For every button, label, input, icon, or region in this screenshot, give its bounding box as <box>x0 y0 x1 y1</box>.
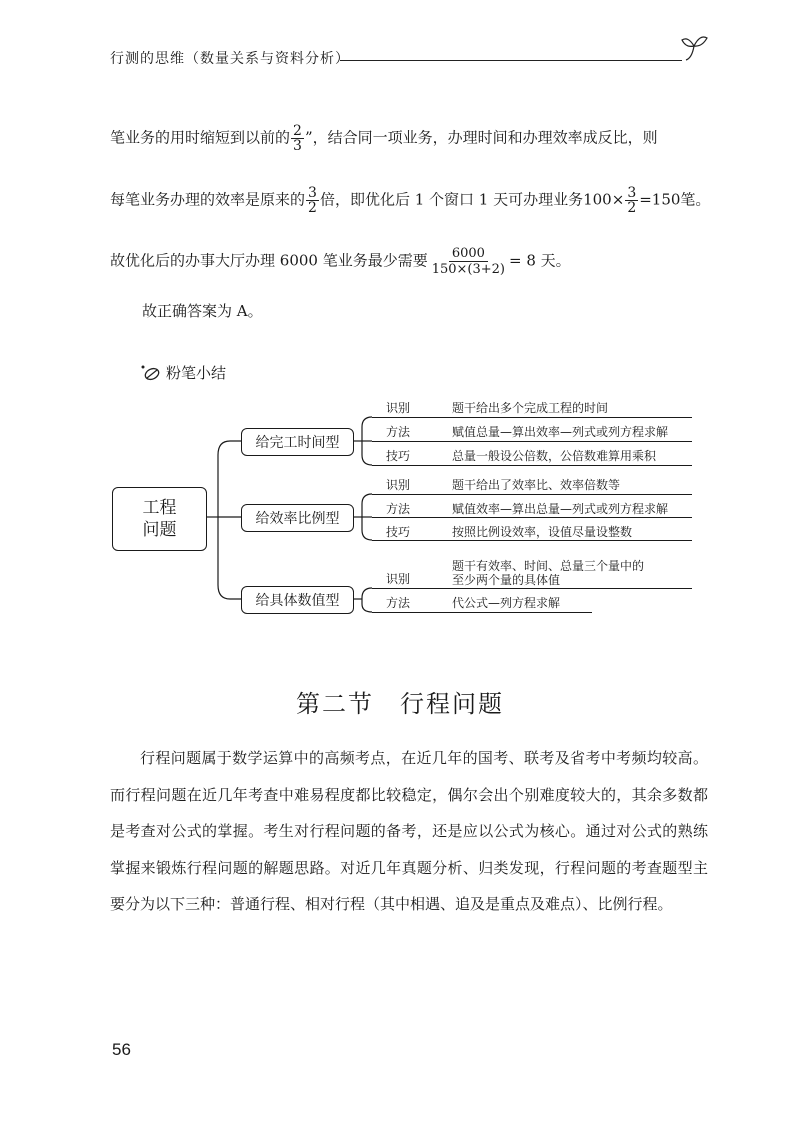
row-key: 方法 <box>386 596 411 610</box>
row-value: 题干给出多个完成工程的时间 <box>452 401 609 415</box>
row-value: 赋值效率—算出总量—列式或列方程求解 <box>452 502 669 516</box>
section-title: 第二节 行程问题 <box>296 690 504 718</box>
row-value: 至少两个量的具体值 <box>452 573 561 587</box>
row-value: 代公式—列方程求解 <box>452 596 561 610</box>
row-rule <box>372 612 592 613</box>
row-key: 技巧 <box>386 525 411 539</box>
solution-line-2: 每笔业务办理的效率是原来的 $\frac{3}{2}$ 倍，即优化后 1 个窗口 1 天可办理业务100× $\frac{3}{2}$ =150笔。 <box>110 185 711 216</box>
row-value: 按照比例设效率，设值尽量设整数 <box>452 525 633 539</box>
row-rule <box>372 588 692 589</box>
row-key: 方法 <box>386 425 411 439</box>
branch-completion-time: 给完工时间型 <box>241 428 354 456</box>
fraction: $\frac{3}{2}$ <box>627 185 637 216</box>
fraction: $\frac{6000}{150\times(3+2)}$ <box>431 246 506 277</box>
row-rule <box>372 417 692 418</box>
row-value: 总量一般设公倍数，公倍数难算用乘积 <box>452 449 657 463</box>
section-paragraph: 行程问题属于数学运算中的高频考点，在近几年的国考、联考及省考中考频均较高。而行程问题在近几年考查中难易程度都比较稳定，偶尔会出个别难度较大的，其余多数都是考查对公式的掌握。考生对行程问题的备考，还是应以公式为核心。通过对公式的熟练掌握来锻炼行程问题的解题思路。对近几年真题分析、归类发现，行程问题的考查题型主要分为以下三种：普通行程、相对行程（其中相遇、追及是重点及难点）、比例行程。 <box>110 749 708 913</box>
solution-line-3: 故优化后的办事大厅办理 6000 笔业务最少需要 $\frac{6000}{150\times(3+2)}$ = 8 天。 <box>110 246 571 277</box>
row-rule <box>372 465 692 466</box>
summary-title: 粉笔小结 <box>166 364 227 382</box>
row-value: 题干给出了效率比、效率倍数等 <box>452 478 621 492</box>
row-rule <box>372 441 692 442</box>
row-rule <box>372 540 692 541</box>
row-key: 技巧 <box>386 449 411 463</box>
row-value: 赋值总量—算出效率—列式或列方程求解 <box>452 425 669 439</box>
branch-efficiency-ratio: 给效率比例型 <box>241 504 354 532</box>
fraction: $\frac{3}{2}$ <box>308 185 317 216</box>
answer-line: 故正确答案为 A。 <box>142 302 263 320</box>
row-value: 题干有效率、时间、总量三个量中的 <box>452 559 645 573</box>
running-header: 行测的思维（数量关系与资料分析） <box>110 51 350 67</box>
mindmap-root: 工程问题 <box>112 487 207 551</box>
fraction: $\frac{2}{3}$ <box>293 123 302 154</box>
row-rule <box>372 517 692 518</box>
row-key: 识别 <box>386 478 411 492</box>
row-key: 识别 <box>386 401 411 415</box>
page-number: 56 <box>112 1040 131 1059</box>
branch-specific-values: 给具体数值型 <box>241 586 354 614</box>
row-key: 识别 <box>386 572 411 586</box>
solution-line-1: 笔业务的用时缩短到以前的 $\frac{2}{3}$ ”，结合同一项业务，办理时间和办理效率成反比，则 <box>110 123 658 154</box>
row-key: 方法 <box>386 502 411 516</box>
row-rule <box>372 494 692 495</box>
